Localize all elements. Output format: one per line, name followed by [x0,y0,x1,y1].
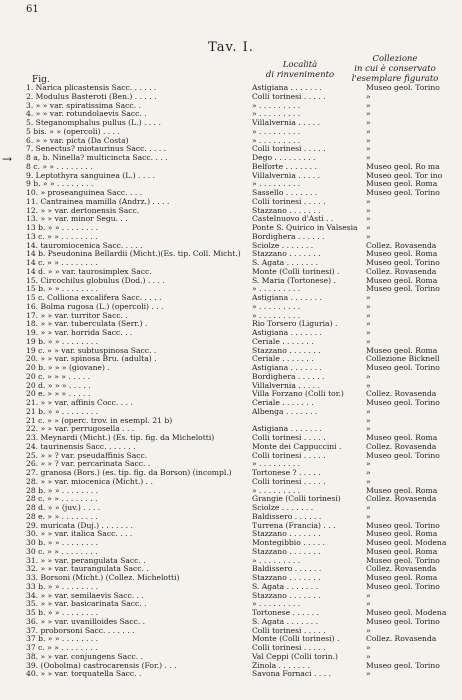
table-row [26,189,456,198]
table-row [26,259,456,268]
table-row [26,530,456,539]
table-row [26,408,456,417]
table-row [26,137,456,146]
table-row [26,338,456,347]
table-row [26,600,456,609]
collection-cell: Museo geol. Torino [366,556,440,565]
locality-cell: Sciolze . . . . . . . [252,241,314,250]
plate-title: Tav. I. [208,40,254,55]
collection-cell: Collez. Rovasenda [366,635,437,644]
species-cell: 19 c. » » var. subtuspinosa Sacc. . [26,346,157,355]
locality-cell: Baldissero . . . . . . [252,565,322,574]
table-row [26,93,456,102]
collection-cell: » [366,92,371,101]
locality-cell: » . . . . . . . . . [252,302,301,311]
collection-cell: » [366,311,371,320]
locality-cell: Albenga . . . . . . . [252,407,318,416]
table-row [26,347,456,356]
locality-cell: Bordighera . . . . . . [252,232,325,241]
locality-cell: » . . . . . . . . . [252,486,301,495]
collection-cell: Museo geol. Torino [366,617,440,626]
species-cell: 14 d. » » var. taurosimplex Sacc. [26,267,152,276]
species-cell: 8 a, b. Ninella? multicincta Sacc. . . . [26,154,168,162]
locality-cell: Astigiana . . . . . . . [252,425,322,434]
locality-cell: S. Maria (Tortonese) . [252,276,336,285]
collection-cell: Museo geol. Roma [366,250,438,259]
page-number: 61 [26,4,39,15]
table-row [26,644,456,653]
table-row [26,373,456,382]
locality-cell: Monte dei Cappuccini . [252,442,342,451]
species-cell: 28 c. » » . . . . . . . . [26,495,98,504]
collection-cell: Museo geol. Torino [366,189,440,197]
species-cell: 28 b. » » . . . . . . . . [26,486,99,495]
table-row [26,469,456,478]
locality-cell: Ponte S. Quirico in Valsesia [252,224,358,232]
table-row [26,627,456,636]
locality-cell: Stazzano . . . . . . . [252,574,321,582]
locality-cell: S. Agata . . . . . . . [252,582,319,591]
species-cell: 20 e. » » » . . . . . [26,390,91,399]
collection-cell: » [366,215,371,224]
species-cell: 20 b. » » » (giovane) . [26,364,110,372]
collection-cell: Museo geol. Roma [366,574,438,582]
collection-cell: Collez. Rovasenda [366,267,437,276]
species-cell: 8 c. » » . . . . . . . . [26,162,93,171]
table-row [26,399,456,408]
collection-cell: » [366,206,371,215]
locality-cell: Ceriale . . . . . . . [252,399,314,407]
table-row [26,233,456,242]
collection-cell: » [366,154,371,162]
table-row [26,495,456,504]
table-row [26,154,456,163]
locality-cell: » . . . . . . . . . [252,110,301,119]
collection-cell: Museo geol. Modena [366,609,447,617]
collection-cell: » [366,372,371,381]
species-cell: 9. Leptothyra sanguinea (L.) . . . . [26,171,155,180]
locality-cell: Colli torinesi . . . . . [252,145,326,154]
table-row [26,215,456,224]
species-cell: 30 b. » » . . . . . . . . [26,539,99,547]
table-row [26,522,456,531]
species-cell: 35 b. » » . . . . . . . . [26,609,99,617]
collection-cell: » [366,224,371,232]
collection-cell: » [366,477,371,486]
locality-cell: Montegibbio . . . . . [252,539,325,547]
locality-cell: » . . . . . . . . . [252,556,301,565]
collection-cell: » [366,232,371,241]
table-row [26,583,456,592]
collection-cell: Museo geol. Torino [366,399,440,407]
table-row [26,460,456,469]
locality-cell: Belforte . . . . . . . [252,162,317,171]
species-cell: 32. » » var. taurangulata Sacc. . [26,565,149,574]
species-cell: 31. » » var. perangulata Sacc. . [26,556,146,565]
table-row [26,504,456,513]
locality-cell: Stazzano . . . . . . . [252,591,321,600]
locality-cell: » . . . . . . . . . [252,180,301,189]
collection-cell: » [366,119,371,127]
table-row [26,180,456,189]
locality-cell: Stazzano . . . . . . . [252,547,321,556]
locality-cell: Ceriale . . . . . . . [252,355,314,364]
table-row [26,592,456,601]
table-row [26,303,456,312]
collection-cell: Collez. Rovasenda [366,565,437,574]
locality-cell: Colli torinesi . . . . . [252,92,326,101]
species-cell: 30. » » var. italica Sacc. . . . [26,530,133,539]
collection-cell: » [366,644,371,652]
locality-cell: Rio Torsero (Liguria) . [252,320,338,329]
locality-cell: » . . . . . . . . . [252,285,301,294]
locality-cell: Monte (Colli torinesi) . [252,635,340,644]
species-cell: 14 c. » » . . . . . . . . [26,259,98,267]
collection-cell: Museo geol. Torino [366,661,440,670]
collection-cell: Museo geol. Tor ino [366,171,443,180]
figure-table [26,84,456,679]
species-cell: 21 b. » » . . . . . . . . [26,407,99,416]
table-row [26,119,456,128]
locality-cell: Sassello . . . . . . . [252,189,318,197]
locality-cell: Colli torinesi . . . . . [252,197,326,206]
collection-cell: Museo geol. Roma [366,547,438,556]
species-cell: 23. Meynardi (Micht.) (Es. tip. fig. da Michelotti) [26,434,215,442]
collection-cell: » [366,652,371,661]
table-row [26,618,456,627]
species-cell: 4. » » var. rotundolaevis Sacc. . [26,110,147,119]
locality-cell: Monte (Colli torinesi) . [252,267,340,276]
species-cell: 13 c. » » . . . . . . . . [26,232,98,241]
locality-cell: Castelnuovo d'Asti . . [252,215,334,224]
collection-cell: Museo geol. Torino [366,259,440,267]
table-row [26,653,456,662]
collection-cell: » [366,320,371,329]
species-cell: 27. granosa (Bors.) (es. tip. fig. da Borson) (incompl.) [26,469,232,477]
table-row [26,565,456,574]
species-cell: 33. Borsoni (Micht.) (Collez. Michelotti) [26,574,180,582]
collection-cell: » [366,381,371,390]
locality-cell: Tortonese . . . . . . [252,609,320,617]
species-cell: 29. muricata (Duj.) . . . . . . . [26,521,133,530]
locality-cell: Villa Forzano (Colli tor.) [252,390,344,399]
species-cell: 1. Narica plicastensis Sacc. . . . . . [26,84,157,92]
collection-cell: » [366,127,371,136]
species-cell: 16. Bolma rugosa (L.) (opercoli) . . . [26,302,164,311]
species-cell: 12. » » var. dertonensis Sacc. [26,206,140,215]
species-cell: 7. Senectus? miotaurinus Sacc. . . . . [26,145,167,154]
collection-cell: Museo geol. Ro ma [366,162,440,171]
table-row [26,268,456,277]
collection-cell: Collezione Bicknell [366,355,440,364]
locality-cell: Colli torinesi . . . . . [252,477,326,486]
table-row [26,355,456,364]
table-row [26,478,456,487]
table-row [26,417,456,426]
species-cell: 13 b. » » . . . . . . . . [26,224,99,232]
table-row [26,312,456,321]
species-cell: 13. » » var. minor Segu. . . [26,215,128,224]
species-cell: 22. » » var. perrugosella . . . [26,425,135,434]
table-row [26,128,456,137]
collection-cell: » [366,136,371,145]
collection-cell: » [366,416,371,425]
table-row [26,198,456,207]
collection-cell: Museo geol. Roma [366,530,438,539]
margin-arrow: → [2,152,13,166]
species-cell: 10. » proseanguinea Sacc. . . . [26,189,143,197]
collection-cell: Museo geol. Torino [366,582,440,591]
species-cell: 36. » » var. uvanilloides Sacc. . [26,617,146,626]
species-cell: 15. Circochilus globulus (Dod.) . . . . [26,276,165,285]
table-row [26,382,456,391]
species-cell: 39. (Oobolma) castrocarensis (For.) . . . [26,661,177,670]
locality-cell: » . . . . . . . . . [252,600,301,609]
locality-cell: Stazzano . . . . . . . [252,530,321,539]
locality-cell: » . . . . . . . . . [252,101,301,110]
species-cell: 5 bis. » » (opercoli) . . . . [26,127,120,136]
species-cell: 37 c. » » . . . . . . . . [26,644,98,652]
collection-cell: Museo geol. Torino [366,521,440,530]
table-row [26,224,456,233]
table-row [26,172,456,181]
collection-cell: » [366,591,371,600]
column-header-collection [340,54,450,84]
table-row [26,443,456,452]
collection-cell: » [366,670,371,679]
collection-cell: » [366,425,371,434]
collection-cell: » [366,110,371,119]
locality-cell: Zinola . . . . . . . [252,661,310,670]
collection-cell: Museo geol. Torino [366,364,440,372]
table-row [26,320,456,329]
collection-cell: Museo geol. Modena [366,539,447,547]
locality-cell: Stazzano . . . . . . . [252,206,321,215]
locality-cell: Dego . . . . . . . . . [252,154,316,162]
table-row [26,635,456,644]
table-row [26,390,456,399]
collection-cell: » [366,302,371,311]
species-cell: 20 c. » » » . . . . . [26,372,91,381]
species-cell: 2. Modulus Basteroti (Ben.) . . . . . [26,92,157,101]
collection-cell: » [366,626,371,635]
column-header-line: in cui è conservato [354,64,436,74]
collection-cell: » [366,512,371,521]
table-row [26,110,456,119]
species-cell: 38. » » var. conjungens Sacc. . [26,652,143,661]
locality-cell: S. Agata . . . . . . . [252,259,319,267]
species-cell: 14. tauromiocenica Sacc. . . . . [26,241,143,250]
collection-cell: Museo geol. Roma [366,180,438,189]
species-cell: 9 b. » » . . . . . . . . [26,180,94,189]
species-cell: 21 c. » » (operc. trov. in esempl. 21 b) [26,416,173,425]
table-row [26,452,456,461]
species-cell: 37. proborsoni Sacc. . . . . . . [26,626,135,635]
species-cell: 28. » » var. miocenica (Micht.) . . [26,477,153,486]
collection-cell: Museo geol. Roma [366,434,438,442]
species-cell: 37 b. » » . . . . . . . . [26,635,99,644]
collection-cell: » [366,337,371,346]
species-cell: 33 b. » » . . . . . . . . [26,582,99,591]
table-row [26,662,456,671]
table-row [26,574,456,583]
collection-cell: Collez. Rovasenda [366,442,437,451]
locality-cell: Astigiana . . . . . . . [252,329,322,337]
locality-cell: Colli torinesi . . . . . [252,451,326,460]
locality-cell: Val Ceppi (Colli torin.) [252,652,339,661]
species-cell: 19. » » var. horrida Sacc. . . [26,329,133,337]
species-cell: 14 b. Pseudonina Bellardii (Micht.)(Es. tip. Coll. Micht.) [26,250,241,259]
locality-cell: Astigiana . . . . . . . [252,294,322,302]
table-row [26,285,456,294]
locality-cell: Ceriale . . . . . . . [252,337,314,346]
locality-cell: Stazzano . . . . . . . [252,250,321,259]
locality-cell: Turrena (Francia) . . . [252,521,336,530]
table-row [26,364,456,373]
locality-cell: Colli torinesi . . . . . [252,434,326,442]
table-row [26,557,456,566]
table-row [26,207,456,216]
locality-cell: Villalvernia . . . . . [252,381,320,390]
table-row [26,250,456,259]
species-cell: 20 d. » » » . . . . . [26,381,91,390]
locality-cell: Villalvernia . . . . . [252,171,320,180]
table-row [26,145,456,154]
species-cell: 25. » » ? var. pseudaffinis Sacc. [26,451,148,460]
locality-cell: Grangie (Colli torinesi) [252,495,341,504]
table-row [26,487,456,496]
locality-cell: Astigiana . . . . . . . [252,84,322,92]
species-cell: 28 d. » » (juv.) . . . . [26,504,101,512]
column-header-line: Collezione [372,54,418,64]
collection-cell: » [366,294,371,302]
table-row [26,163,456,172]
table-row [26,670,456,679]
locality-cell: Astigiana . . . . . . . [252,364,322,372]
table-row [26,102,456,111]
table-row [26,294,456,303]
species-cell: 3. » » var. spiratissima Sacc. . [26,101,141,110]
table-row [26,277,456,286]
collection-cell: » [366,460,371,469]
collection-cell: Museo geol. Torino [366,84,440,92]
column-header-line: di rinvenimento [265,70,335,80]
column-header-line: l'esemplare figurato [351,74,439,84]
species-cell: 30 c. » » . . . . . . . . [26,547,98,556]
table-row [26,84,456,93]
collection-cell: Museo geol. Torino [366,285,440,294]
species-cell: 6. » » var. picta (Da Costa) [26,136,129,145]
species-cell: 15 c. Colliona excalifera Sacc. . . . . [26,294,162,302]
collection-cell: Collez. Rovasenda [366,241,437,250]
collection-cell: Museo geol. Roma [366,486,438,495]
table-row [26,434,456,443]
table-row [26,548,456,557]
locality-cell: Tortonese ? . . . . . [252,469,321,477]
species-cell: 19 b. » » . . . . . . . . [26,337,99,346]
table-row [26,242,456,251]
collection-cell: » [366,504,371,512]
collection-cell: Museo geol. Roma [366,346,438,355]
collection-cell: » [366,145,371,154]
species-cell: 26. » » ? var. percarinata Sacc. . [26,460,151,469]
species-cell: 5. Steganomphalus pullus (L.) . . . . [26,119,161,127]
locality-cell: » . . . . . . . . . [252,311,301,320]
locality-cell: » . . . . . . . . . [252,127,301,136]
locality-cell: Savona Fornaci . . . . [252,670,331,679]
locality-cell: Villalvernia . . . . . [252,119,320,127]
table-row [26,513,456,522]
table-row [26,425,456,434]
table-row [26,329,456,338]
table-row [26,539,456,548]
collection-cell: » [366,329,371,337]
species-cell: 15 b. » » . . . . . . . . [26,285,99,294]
locality-cell: Stazzano . . . . . . . [252,346,321,355]
collection-cell: » [366,407,371,416]
locality-cell: » . . . . . . . . . [252,460,301,469]
collection-cell: » [366,469,371,477]
species-cell: 17. » » var. turritor Sacc. . [26,311,128,320]
species-cell: 20. » » var. spinosa Bru. (adulta) . [26,355,157,364]
species-cell: 11. Cantrainea mamilla (Andrz.) . . . . [26,197,170,206]
collection-cell: Museo geol. Torino [366,451,440,460]
locality-cell: Sciolze . . . . . . . [252,504,314,512]
locality-cell: Baldissero . . . . . . [252,512,322,521]
locality-cell: » . . . . . . . . . [252,136,301,145]
species-cell: 35. » » var. basicarinata Sacc. . [26,600,147,609]
locality-cell: Colli torinesi . . . . . [252,626,326,635]
locality-cell: Bordighera . . . . . . [252,372,325,381]
collection-cell: Museo geol. Roma [366,276,438,285]
species-cell: 24. taurinensis Sacc. . . . . . . [26,442,136,451]
locality-cell: Colli torinesi . . . . . [252,644,326,652]
species-cell: 34. » » var. semilaevis Sacc. . . [26,591,144,600]
species-cell: 40. » » var. torquatella Sacc. . [26,670,142,679]
species-cell: 18. » » var. tuberculata (Serr.) . [26,320,148,329]
column-header-line: Località [282,60,318,70]
locality-cell: S. Agata . . . . . . . [252,617,319,626]
column-header-fig: Fig. [32,75,50,85]
table-row [26,609,456,618]
collection-cell: » [366,101,371,110]
collection-cell: Collez. Rovasenda [366,390,437,399]
species-cell: 28 e. » » . . . . . . . . [26,512,98,521]
collection-cell: » [366,600,371,609]
column-header-locality [250,60,350,80]
collection-cell: Collez. Rovasenda [366,495,437,504]
species-cell: 21. » » var. affinis Cocc. . . . [26,399,133,407]
collection-cell: » [366,197,371,206]
